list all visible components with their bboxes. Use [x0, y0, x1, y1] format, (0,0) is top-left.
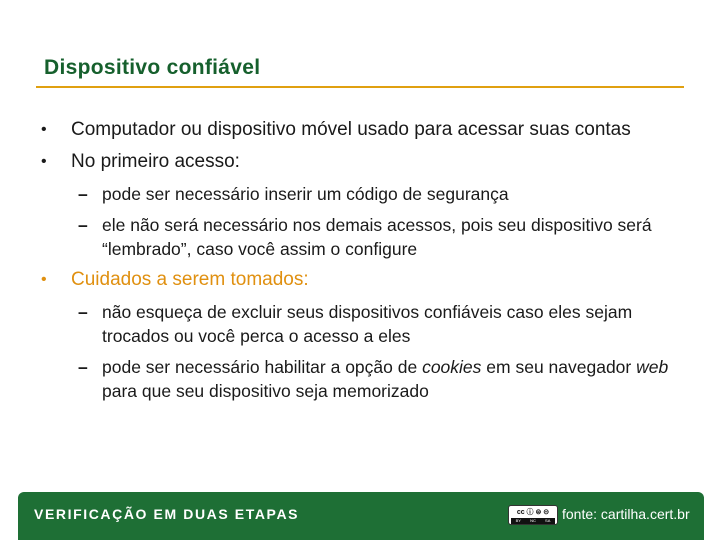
sub-item-text-part2: em seu navegador: [481, 357, 637, 377]
sub-item-text-part3: para que seu dispositivo seja memorizado: [102, 381, 429, 401]
sub-item-text: não esqueça de excluir seus dispositivos confiáveis caso eles sejam trocados ou você perca o acesso a eles: [102, 302, 633, 346]
sub-item-remembered: [40, 213, 680, 261]
sub-item-text: pode ser necessário inserir um código de segurança: [102, 184, 509, 204]
sub-item-enable-cookies: [40, 355, 680, 403]
title-divider: [36, 86, 684, 88]
dash-icon: –: [78, 184, 88, 204]
footer-source: fonte: cartilha.cert.br: [562, 506, 690, 522]
bullet-icon: •: [41, 153, 47, 170]
bullet-icon: •: [41, 121, 47, 138]
cc-license-icon: [508, 505, 558, 525]
bullet-icon: •: [41, 271, 47, 288]
sub-item-security-code: [40, 182, 680, 206]
dash-icon: –: [78, 302, 88, 322]
sub-item-text-part1: pode ser necessário habilitar a opção de: [102, 357, 423, 377]
sub-item-text: ele não será necessário nos demais acessos, pois seu dispositivo será “lembrado”, caso você assim o configure: [102, 215, 652, 259]
cc-symbols: cc ⓘ ⊜ ⊝: [516, 509, 550, 516]
cc-badge-nc: NC: [530, 518, 536, 523]
dash-icon: –: [78, 357, 88, 377]
slide-content: [40, 118, 680, 410]
bullet-item-first-access: [40, 150, 680, 174]
footer-title: VERIFICAÇÃO EM DUAS ETAPAS: [34, 506, 300, 522]
bullet-text: Cuidados a serem tomados:: [71, 269, 309, 290]
sub-item-text-em-cookies: cookies: [422, 357, 482, 377]
footer-bar: [18, 492, 704, 540]
bullet-item-device: [40, 118, 680, 142]
bullet-item-precautions: [40, 268, 680, 292]
dash-icon: –: [78, 215, 88, 235]
cc-badges: [511, 518, 555, 524]
sub-item-delete-devices: [40, 300, 680, 348]
sub-item-text-em-web: web: [636, 357, 669, 377]
bullet-text: Computador ou dispositivo móvel usado para acessar suas contas: [71, 119, 631, 140]
bullet-text: No primeiro acesso:: [71, 151, 240, 172]
slide-title: Dispositivo confiável: [44, 56, 261, 79]
cc-badge-by: BY: [515, 518, 521, 523]
cc-badge-sa: SA: [545, 518, 551, 523]
